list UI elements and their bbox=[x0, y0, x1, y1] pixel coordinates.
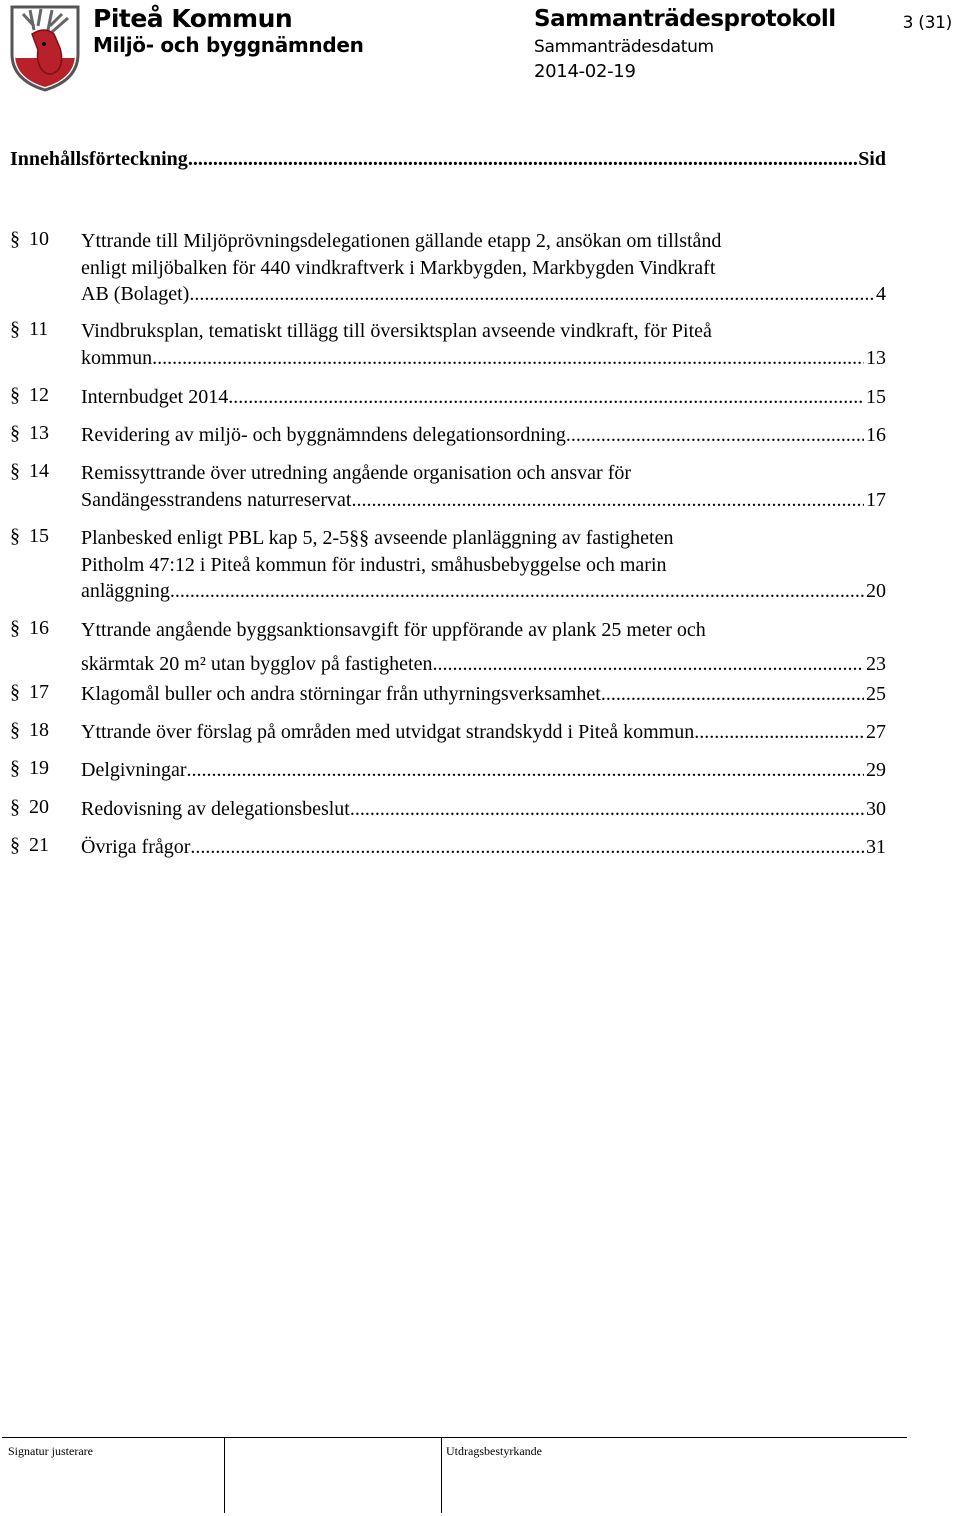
toc-entry-title bbox=[81, 681, 886, 708]
signature-divider bbox=[441, 1437, 442, 1513]
toc-entry-title bbox=[81, 525, 886, 605]
dot-leader bbox=[189, 281, 874, 308]
toc-heading-page-label: Sid bbox=[858, 148, 886, 170]
toc-entry-page: 4 bbox=[876, 283, 886, 305]
toc-entry-page: 27 bbox=[866, 721, 886, 743]
toc-entry-number: 12 bbox=[29, 384, 49, 406]
signature-divider bbox=[224, 1437, 225, 1513]
dot-leader bbox=[187, 757, 864, 784]
section-symbol: § bbox=[10, 422, 20, 444]
dot-leader bbox=[190, 834, 864, 861]
toc-entry-number: 11 bbox=[29, 318, 49, 340]
toc-entry-page: 31 bbox=[866, 836, 886, 858]
toc-entry-page: 17 bbox=[866, 488, 886, 511]
toc-entry-number: 17 bbox=[29, 681, 49, 703]
toc-entry-page: 25 bbox=[866, 683, 886, 705]
document-info bbox=[534, 8, 836, 81]
toc-entry-title bbox=[81, 834, 886, 861]
dot-leader bbox=[228, 384, 864, 411]
signature-line bbox=[2, 1437, 907, 1438]
toc-entry-title-line: Vindbruksplan, tematiskt tillägg till översiktsplan avseende vindkraft, för Piteå bbox=[81, 320, 712, 342]
dot-leader bbox=[152, 345, 864, 372]
dot-leader bbox=[694, 719, 864, 746]
page-number: 3 (31) bbox=[902, 13, 952, 33]
toc-entry-title-line: kommun bbox=[81, 346, 153, 369]
toc-entry-title-line: Pitholm 47:12 i Piteå kommun för industri, småhusbebyggelse och marin bbox=[81, 553, 667, 576]
toc-entry-title-line: Redovisning av delegationsbeslut bbox=[81, 798, 350, 820]
section-symbol: § bbox=[10, 617, 20, 639]
toc-entry-title bbox=[81, 422, 886, 449]
toc-entry-title-line: skärmtak 20 m² utan bygglov på fastigheten bbox=[81, 652, 433, 675]
toc-entry-number: 15 bbox=[29, 525, 49, 547]
dot-leader bbox=[188, 148, 858, 171]
toc-entry-number: 19 bbox=[29, 757, 49, 779]
toc-entry-page: 15 bbox=[866, 386, 886, 408]
toc-entry-page: 30 bbox=[866, 798, 886, 820]
toc-entry-number: 18 bbox=[29, 719, 49, 741]
board-name: Miljö- och byggnämnden bbox=[93, 33, 364, 57]
reindeer-crest-logo bbox=[8, 4, 82, 92]
org-name: Piteå Kommun bbox=[93, 4, 293, 33]
meeting-date: 2014-02-19 bbox=[534, 61, 636, 82]
section-symbol: § bbox=[10, 681, 20, 703]
toc-entry-title-line: Klagomål buller och andra störningar från uthyrningsverksamhet bbox=[81, 683, 601, 705]
signature-adjuster-label: Signatur justerare bbox=[8, 1444, 93, 1458]
section-symbol: § bbox=[10, 525, 20, 547]
section-symbol: § bbox=[10, 228, 20, 250]
dot-leader bbox=[350, 796, 864, 823]
toc-entry-title-line: Sandängesstrandens naturreservat bbox=[81, 488, 352, 511]
toc-entry-page: 16 bbox=[866, 424, 886, 446]
section-symbol: § bbox=[10, 834, 20, 856]
toc-entry-page: 20 bbox=[866, 580, 886, 602]
toc-entry-title bbox=[81, 460, 886, 513]
toc-entry-title bbox=[81, 384, 886, 411]
organization-block bbox=[93, 6, 364, 55]
toc-entry-title-line: Internbudget 2014 bbox=[81, 386, 229, 408]
toc-entry-title-line: Yttrande till Miljöprövningsdelegationen gällande etapp 2, ansökan om tillstånd bbox=[81, 230, 722, 252]
toc-entry-page: 13 bbox=[866, 346, 886, 369]
dot-leader bbox=[170, 578, 864, 605]
toc-entry-title bbox=[81, 228, 886, 308]
toc-entry-title-line: Delgivningar bbox=[81, 759, 187, 781]
section-symbol: § bbox=[10, 460, 20, 482]
toc-entry-title bbox=[81, 757, 886, 784]
section-symbol: § bbox=[10, 796, 20, 818]
toc-entry-number: 16 bbox=[29, 617, 49, 639]
section-symbol: § bbox=[10, 384, 20, 406]
toc-entry-title-line: enligt miljöbalken för 440 vindkraftverk i Markbygden, Markbygden Vindkraft bbox=[81, 256, 716, 279]
toc-heading bbox=[10, 148, 886, 171]
toc-entry-page: 29 bbox=[866, 759, 886, 781]
toc-entry-number: 10 bbox=[29, 228, 49, 250]
toc-entry-title bbox=[81, 318, 886, 371]
toc-entry-number: 13 bbox=[29, 422, 49, 444]
toc-entry-title bbox=[81, 617, 886, 677]
section-symbol: § bbox=[10, 757, 20, 779]
toc-entry-title-line: AB (Bolaget) bbox=[81, 283, 190, 305]
document-type: Sammanträdesprotokoll bbox=[534, 6, 836, 32]
section-symbol: § bbox=[10, 719, 20, 741]
toc-entry-number: 14 bbox=[29, 460, 49, 482]
toc-heading-label: Innehållsförteckning bbox=[10, 148, 188, 170]
toc-entry-title-line: Planbesked enligt PBL kap 5, 2-5§§ avseende planläggning av fastigheten bbox=[81, 527, 674, 549]
toc-entry-number: 21 bbox=[29, 834, 49, 856]
section-symbol: § bbox=[10, 318, 20, 340]
toc-entry-title-line: Övriga frågor bbox=[81, 836, 191, 858]
toc-entry-number: 20 bbox=[29, 796, 49, 818]
dot-leader bbox=[566, 422, 864, 449]
toc-entry-title-line: Yttrande över förslag på områden med utvidgat strandskydd i Piteå kommun bbox=[81, 721, 695, 743]
toc-entry-page: 23 bbox=[866, 652, 886, 675]
dot-leader bbox=[432, 651, 864, 678]
toc-entry-title-line: Remissyttrande över utredning angående organisation och ansvar för bbox=[81, 462, 632, 484]
toc-entry-title-line: Yttrande angående byggsanktionsavgift för uppförande av plank 25 meter och bbox=[81, 619, 706, 641]
dot-leader bbox=[601, 681, 864, 708]
dot-leader bbox=[351, 487, 864, 514]
excerpt-certifier-label: Utdragsbestyrkande bbox=[446, 1444, 542, 1458]
toc-entry-title-line: Revidering av miljö- och byggnämndens delegationsordning bbox=[81, 424, 566, 446]
toc-entry-title bbox=[81, 719, 886, 746]
toc-entry-title-line: anläggning bbox=[81, 580, 170, 602]
toc-entry-title bbox=[81, 796, 886, 823]
date-label: Sammanträdesdatum bbox=[534, 37, 714, 57]
